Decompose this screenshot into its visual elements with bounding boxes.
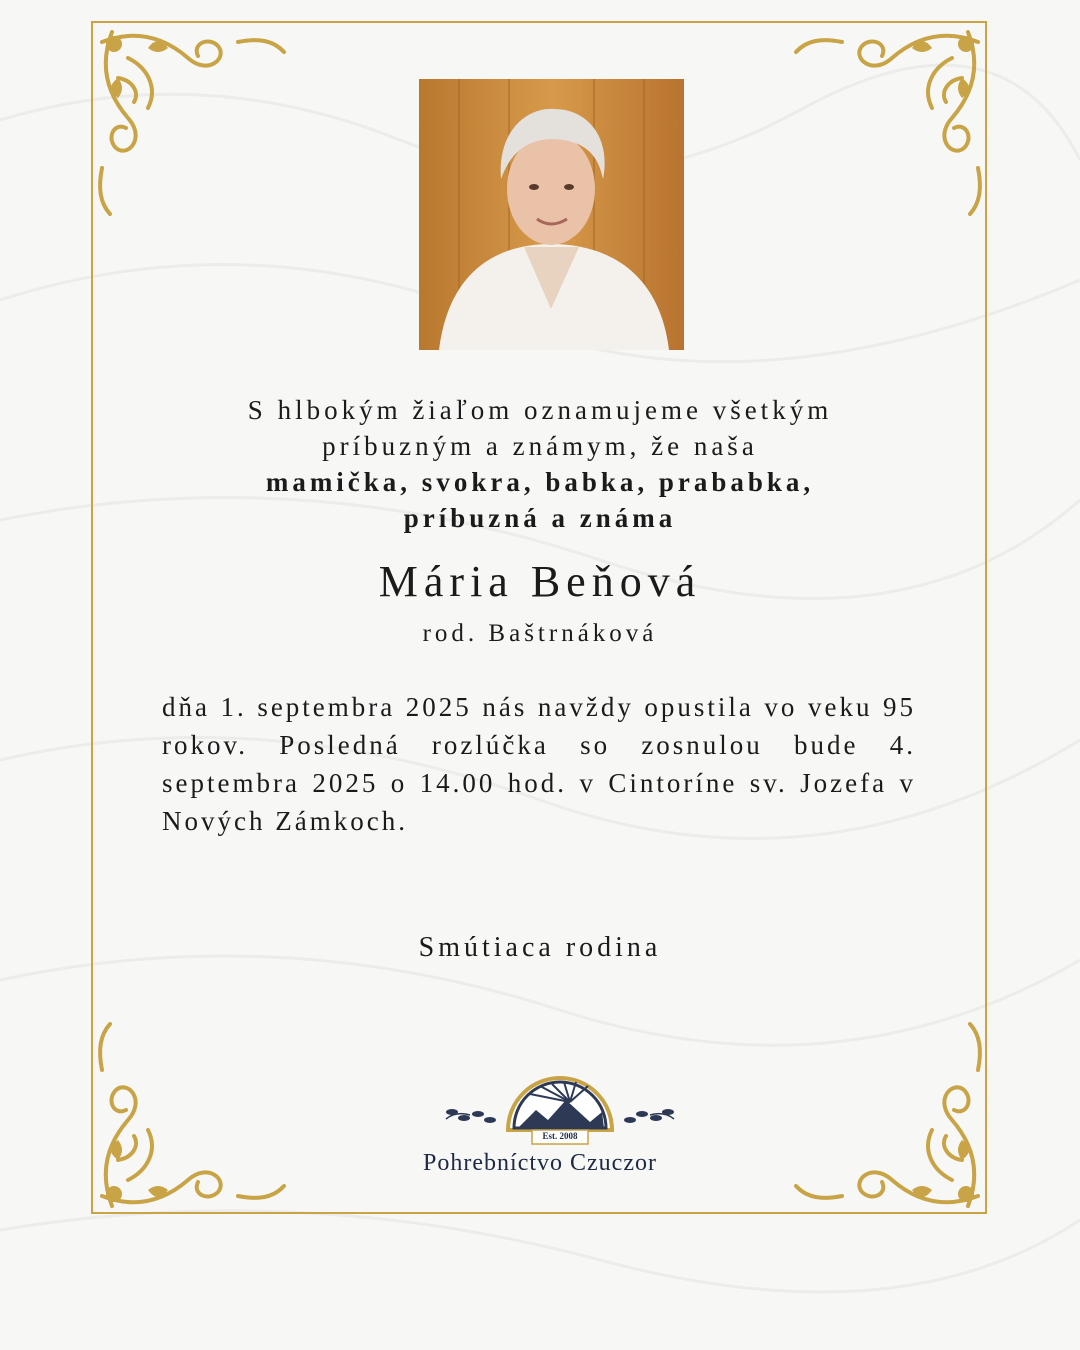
ornament-corner-icon [88, 18, 288, 218]
announcement-body: dňa 1. septembra 2025 nás navždy opustila vo veku 95 rokov. Posledná rozlúčka so zosnulou bude 4. septembra 2025 o 14.00 hod. v Cintoríne sv. Jozefa v Nových Zámkoch. [162, 692, 916, 836]
relations-line: príbuzná a známa [403, 503, 677, 533]
intro-line: príbuzným a známym, že naša [322, 431, 758, 461]
deceased-name: Mária Beňová [378, 557, 702, 606]
maiden-name: rod. Baštrnáková [422, 620, 658, 647]
intro-text [100, 392, 980, 536]
ornament-corner-icon [792, 18, 992, 218]
ornament-corner-icon [792, 1020, 992, 1220]
intro-line: S hlbokým žiaľom oznamujeme všetkým [247, 395, 833, 425]
company-name: Pohrebníctvo Czuczor [423, 1150, 657, 1176]
ornament-corner-icon [88, 1020, 288, 1220]
logo-established-text: Est. 2008 [542, 1131, 578, 1141]
relations-line: mamička, svokra, babka, prababka, [265, 467, 815, 497]
portrait-photo [419, 79, 684, 350]
signoff: Smútiaca rodina [418, 932, 662, 963]
